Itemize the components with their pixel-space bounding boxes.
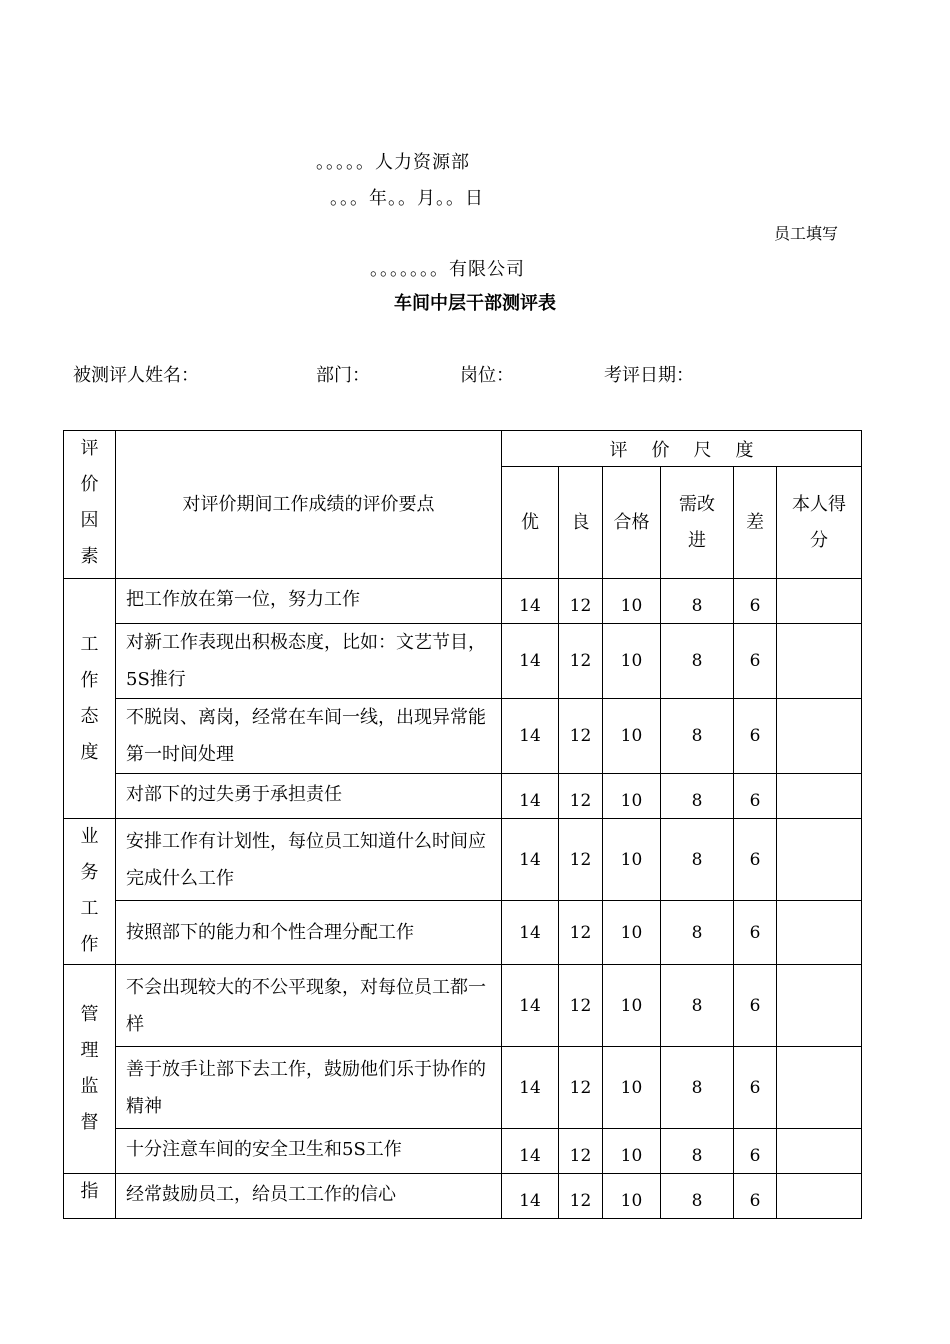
score-pass: 10 (603, 1047, 661, 1129)
score-excellent: 14 (502, 579, 559, 624)
self-score-cell[interactable] (777, 1129, 862, 1174)
score-excellent: 14 (502, 1129, 559, 1174)
score-poor: 6 (734, 901, 777, 965)
table-row (64, 699, 862, 774)
col-pass: 合格 (603, 467, 661, 579)
issue-date: 。。。年。。月。。日 (330, 188, 484, 209)
score-poor: 6 (734, 819, 777, 901)
header-row-1 (64, 431, 862, 467)
factor-work-attitude: 工 作 态 度 (64, 579, 116, 819)
factor-header: 评 价 因 素 (64, 431, 116, 579)
criteria-text: 十分注意车间的安全卫生和5S工作 (116, 1129, 502, 1174)
self-score-cell[interactable] (777, 579, 862, 624)
score-needs-improvement: 8 (661, 1174, 734, 1219)
table-row (64, 1129, 862, 1174)
criteria-text: 对部下的过失勇于承担责任 (116, 774, 502, 819)
col-self-score: 本人得 分 (777, 467, 862, 579)
score-excellent: 14 (502, 819, 559, 901)
score-pass: 10 (603, 819, 661, 901)
score-excellent: 14 (502, 965, 559, 1047)
score-pass: 10 (603, 774, 661, 819)
table-row (64, 819, 862, 901)
scale-header: 评 价 尺 度 (502, 431, 862, 467)
criteria-text: 按照部下的能力和个性合理分配工作 (116, 901, 502, 965)
score-poor: 6 (734, 699, 777, 774)
self-score-cell[interactable] (777, 1047, 862, 1129)
col-good: 良 (559, 467, 603, 579)
score-good: 12 (559, 774, 603, 819)
criteria-text: 不会出现较大的不公平现象，对每位员工都一样 (116, 965, 502, 1047)
position-field: 岗位： (460, 365, 514, 386)
score-poor: 6 (734, 1047, 777, 1129)
self-score-cell[interactable] (777, 699, 862, 774)
criteria-text: 安排工作有计划性，每位员工知道什么时间应完成什么工作 (116, 819, 502, 901)
score-poor: 6 (734, 1174, 777, 1219)
criteria-text: 对新工作表现出积极态度，比如：文艺节目，5S推行 (116, 624, 502, 699)
self-score-cell[interactable] (777, 1174, 862, 1219)
issuing-department: 。。。。。人力资源部 (316, 152, 470, 173)
score-poor: 6 (734, 774, 777, 819)
score-pass: 10 (603, 1129, 661, 1174)
self-score-cell[interactable] (777, 774, 862, 819)
table-row (64, 579, 862, 624)
criteria-text: 善于放手让部下去工作，鼓励他们乐于协作的精神 (116, 1047, 502, 1129)
score-needs-improvement: 8 (661, 965, 734, 1047)
score-needs-improvement: 8 (661, 1129, 734, 1174)
score-pass: 10 (603, 1174, 661, 1219)
table-row (64, 901, 862, 965)
score-pass: 10 (603, 699, 661, 774)
company-name: 。。。。。。。有限公司 (370, 259, 525, 280)
score-good: 12 (559, 901, 603, 965)
score-pass: 10 (603, 624, 661, 699)
table-row (64, 965, 862, 1047)
score-excellent: 14 (502, 624, 559, 699)
score-good: 12 (559, 1129, 603, 1174)
score-poor: 6 (734, 624, 777, 699)
score-excellent: 14 (502, 901, 559, 965)
score-good: 12 (559, 1174, 603, 1219)
score-pass: 10 (603, 965, 661, 1047)
criteria-text: 经常鼓励员工，给员工工作的信心 (116, 1174, 502, 1219)
score-excellent: 14 (502, 699, 559, 774)
criteria-header: 对评价期间工作成绩的评价要点 (116, 431, 502, 579)
score-needs-improvement: 8 (661, 819, 734, 901)
score-excellent: 14 (502, 1047, 559, 1129)
table-row (64, 774, 862, 819)
score-needs-improvement: 8 (661, 699, 734, 774)
score-poor: 6 (734, 579, 777, 624)
score-needs-improvement: 8 (661, 1047, 734, 1129)
factor-business-work: 业 务 工 作 (64, 819, 116, 965)
evaluatee-name-field: 被测评人姓名： (73, 365, 199, 386)
score-needs-improvement: 8 (661, 774, 734, 819)
col-excellent: 优 (502, 467, 559, 579)
criteria-text: 把工作放在第一位，努力工作 (116, 579, 502, 624)
table-row (64, 1047, 862, 1129)
score-needs-improvement: 8 (661, 901, 734, 965)
form-title: 车间中层干部测评表 (394, 293, 556, 314)
score-good: 12 (559, 819, 603, 901)
score-good: 12 (559, 965, 603, 1047)
self-score-cell[interactable] (777, 624, 862, 699)
score-poor: 6 (734, 1129, 777, 1174)
self-score-cell[interactable] (777, 901, 862, 965)
score-good: 12 (559, 624, 603, 699)
filled-by-note: 员工填写 (774, 224, 839, 243)
score-needs-improvement: 8 (661, 579, 734, 624)
score-pass: 10 (603, 901, 661, 965)
score-poor: 6 (734, 965, 777, 1047)
self-score-cell[interactable] (777, 965, 862, 1047)
score-pass: 10 (603, 579, 661, 624)
col-needs-improvement: 需改 进 (661, 467, 734, 579)
table-row (64, 1174, 862, 1219)
score-good: 12 (559, 699, 603, 774)
score-good: 12 (559, 579, 603, 624)
col-poor: 差 (734, 467, 777, 579)
table-row (64, 624, 862, 699)
evaluation-date-field: 考评日期： (604, 365, 694, 386)
score-needs-improvement: 8 (661, 624, 734, 699)
factor-management-supervision: 管 理 监 督 (64, 965, 116, 1174)
score-excellent: 14 (502, 774, 559, 819)
department-field: 部门： (316, 365, 370, 386)
criteria-text: 不脱岗、离岗，经常在车间一线，出现异常能第一时间处理 (116, 699, 502, 774)
factor-guidance: 指 (64, 1174, 116, 1219)
score-excellent: 14 (502, 1174, 559, 1219)
evaluation-table (63, 430, 862, 1219)
self-score-cell[interactable] (777, 819, 862, 901)
score-good: 12 (559, 1047, 603, 1129)
